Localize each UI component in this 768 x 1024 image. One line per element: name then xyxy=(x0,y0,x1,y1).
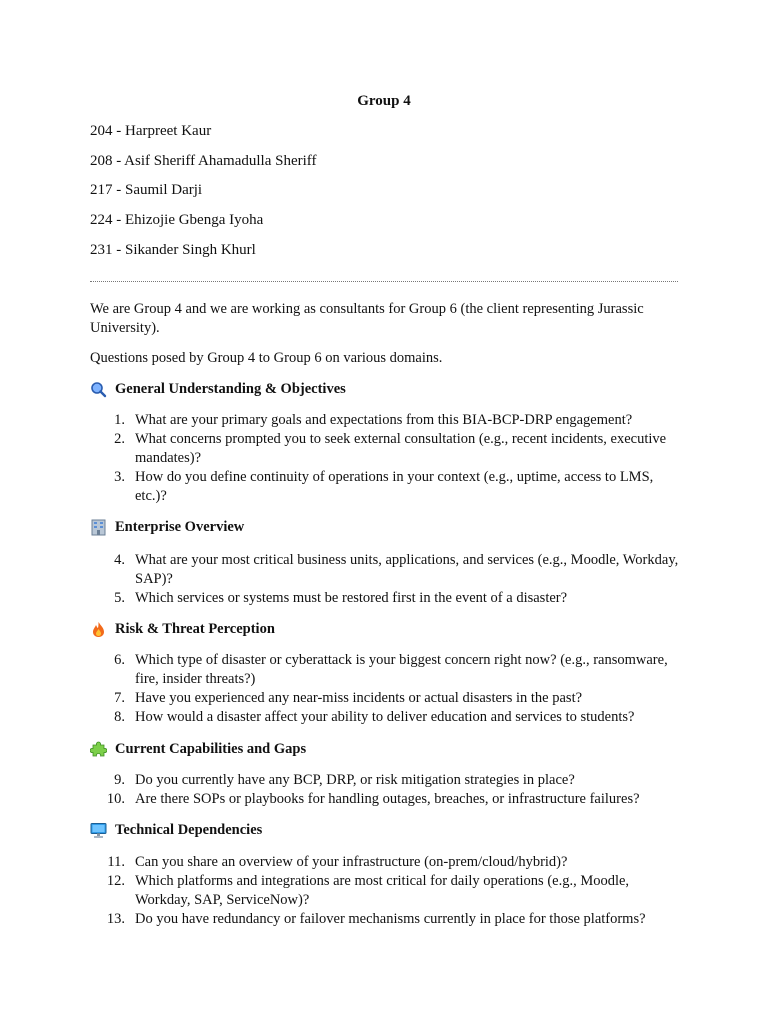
intro-paragraph: We are Group 4 and we are working as consultants for Group 6 (the client representing Jurassic University). xyxy=(90,301,644,336)
member-line: 217 - Saumil Darji xyxy=(90,182,203,198)
item-number: 2. xyxy=(114,431,125,447)
member-line: 224 - Ehizojie Gbenga Iyoha xyxy=(90,212,264,228)
item-text: Which type of disaster or cyberattack is your biggest concern right now? (e.g., ransomware, fire, insider threats?) xyxy=(135,652,668,687)
list-item xyxy=(90,468,680,506)
section-heading-text: Current Capabilities and Gaps xyxy=(115,741,307,757)
list-item xyxy=(90,411,680,430)
item-number: 13. xyxy=(106,911,125,927)
document-title: Group 4 xyxy=(357,93,411,109)
member-line: 231 - Sikander Singh Khurl xyxy=(90,242,256,258)
puzzle-piece-icon xyxy=(90,741,107,758)
list-item xyxy=(90,872,680,910)
section-heading-text: General Understanding & Objectives xyxy=(115,381,346,397)
item-text: Do you have redundancy or failover mechanisms currently in place for those platforms? xyxy=(135,911,646,927)
list-item xyxy=(90,790,680,809)
list-item xyxy=(90,853,680,872)
section-heading-text: Enterprise Overview xyxy=(115,519,245,535)
magnifier-icon xyxy=(90,381,107,398)
item-text: Can you share an overview of your infrastructure (on-prem/cloud/hybrid)? xyxy=(135,854,568,870)
item-number: 6. xyxy=(114,652,125,668)
item-number: 1. xyxy=(114,412,125,428)
item-number: 11. xyxy=(107,854,125,870)
item-text: Which platforms and integrations are most critical for daily operations (e.g., Moodle, Workday, SAP, ServiceNow)? xyxy=(135,873,630,908)
item-text: Have you experienced any near-miss incidents or actual disasters in the past? xyxy=(135,690,583,706)
question-list xyxy=(90,411,690,506)
questions-intro: Questions posed by Group 4 to Group 6 on various domains. xyxy=(90,350,443,366)
list-item xyxy=(90,771,680,790)
office-building-icon xyxy=(90,519,107,536)
list-item xyxy=(90,430,680,468)
list-item xyxy=(90,651,680,689)
question-list xyxy=(90,651,690,727)
item-number: 3. xyxy=(114,469,125,485)
list-item xyxy=(90,689,680,708)
item-number: 4. xyxy=(114,552,125,568)
fire-icon xyxy=(90,621,107,638)
list-item xyxy=(90,551,680,589)
item-text: How would a disaster affect your ability to deliver education and services to students? xyxy=(135,709,635,725)
question-list xyxy=(90,853,690,929)
item-number: 10. xyxy=(106,791,125,807)
item-text: How do you define continuity of operations in your context (e.g., uptime, access to LMS, etc.)? xyxy=(135,469,654,504)
section-heading-capabilities xyxy=(90,741,306,758)
question-list xyxy=(90,771,690,809)
item-number: 7. xyxy=(114,690,125,706)
item-text: Are there SOPs or playbooks for handling outages, breaches, or infrastructure failures? xyxy=(135,791,640,807)
section-heading-risk xyxy=(90,621,275,638)
item-text: What are your most critical business units, applications, and services (e.g., Moodle, Workday, SAP)? xyxy=(135,552,679,587)
list-item xyxy=(90,910,680,929)
item-text: What are your primary goals and expectations from this BIA-BCP-DRP engagement? xyxy=(135,412,633,428)
section-heading-text: Risk & Threat Perception xyxy=(115,621,275,637)
question-list xyxy=(90,551,690,608)
member-line: 204 - Harpreet Kaur xyxy=(90,123,212,139)
dotted-divider xyxy=(90,281,678,282)
item-number: 9. xyxy=(114,772,125,788)
item-number: 12. xyxy=(106,873,125,889)
section-heading-text: Technical Dependencies xyxy=(115,822,263,838)
item-number: 5. xyxy=(114,590,125,606)
section-heading-general xyxy=(90,381,346,398)
list-item xyxy=(90,708,680,727)
item-text: What concerns prompted you to seek external consultation (e.g., recent incidents, executive mandates)? xyxy=(135,431,667,466)
item-number: 8. xyxy=(114,709,125,725)
item-text: Do you currently have any BCP, DRP, or risk mitigation strategies in place? xyxy=(135,772,575,788)
list-item xyxy=(90,589,680,608)
section-heading-enterprise xyxy=(90,519,244,536)
section-heading-technical xyxy=(90,822,262,839)
member-line: 208 - Asif Sheriff Ahamadulla Sheriff xyxy=(90,153,317,169)
desktop-computer-icon xyxy=(90,822,107,839)
item-text: Which services or systems must be restored first in the event of a disaster? xyxy=(135,590,568,606)
